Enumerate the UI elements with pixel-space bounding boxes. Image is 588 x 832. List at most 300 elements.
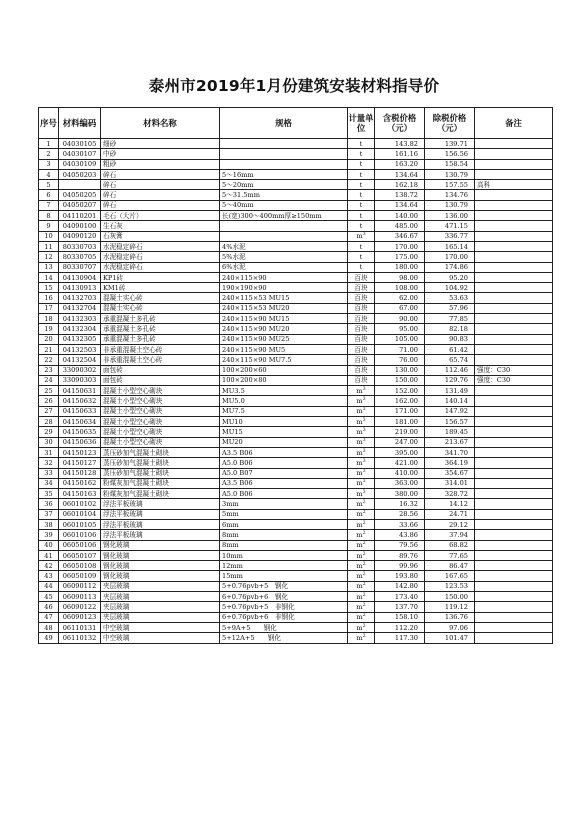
- cell-code: 80330707: [59, 262, 101, 272]
- table-row: [39, 190, 553, 200]
- cell-taxed-price: 130.00: [375, 365, 425, 375]
- cell-seq: 25: [39, 386, 59, 396]
- cell-untaxed-price: 170.00: [425, 252, 475, 262]
- cell-name: 钢化玻璃: [101, 540, 220, 550]
- cell-code: 04132704: [59, 303, 101, 313]
- cell-code: 04050205: [59, 190, 101, 200]
- cell-spec: 6+0.76pvb+6 非钢化: [220, 612, 348, 622]
- header-taxed-price: 含税价格（元）: [375, 108, 425, 139]
- cell-untaxed-price: 129.76: [425, 375, 475, 385]
- cell-name: 碎石: [101, 180, 220, 190]
- cell-note: [475, 478, 553, 488]
- cell-name: 夹层玻璃: [101, 592, 220, 602]
- cell-code: 04150127: [59, 458, 101, 468]
- cell-untaxed-price: 134.76: [425, 190, 475, 200]
- cell-untaxed-price: 65.74: [425, 355, 475, 365]
- cell-seq: 27: [39, 406, 59, 416]
- cell-unit: 百块: [348, 303, 375, 313]
- table-row: [39, 344, 553, 354]
- cell-taxed-price: 16.32: [375, 499, 425, 509]
- cell-note: [475, 159, 553, 169]
- cell-untaxed-price: 95.20: [425, 272, 475, 282]
- cell-taxed-price: 112.20: [375, 622, 425, 632]
- cell-untaxed-price: 336.77: [425, 231, 475, 241]
- cell-name: 水泥稳定碎石: [101, 252, 220, 262]
- cell-note: [475, 581, 553, 591]
- cell-untaxed-price: 57.96: [425, 303, 475, 313]
- cell-seq: 14: [39, 272, 59, 282]
- cell-spec: 190×190×90: [220, 283, 348, 293]
- cell-note: [475, 386, 553, 396]
- cell-name: 夹层玻璃: [101, 612, 220, 622]
- cell-code: 04050203: [59, 169, 101, 179]
- cell-note: 高科: [475, 180, 553, 190]
- cell-note: [475, 262, 553, 272]
- cell-taxed-price: 76.00: [375, 355, 425, 365]
- cell-seq: 6: [39, 190, 59, 200]
- cell-spec: 5～20mm: [220, 180, 348, 190]
- cell-seq: 29: [39, 427, 59, 437]
- cell-name: 承重混凝土多孔砖: [101, 334, 220, 344]
- cell-code: 04132305: [59, 334, 101, 344]
- cell-taxed-price: 62.00: [375, 293, 425, 303]
- cell-name: 承重混凝土多孔砖: [101, 324, 220, 334]
- cell-taxed-price: 152.00: [375, 386, 425, 396]
- header-spec: 规格: [220, 108, 348, 139]
- cell-code: 04150636: [59, 437, 101, 447]
- cell-name: 中砂: [101, 149, 220, 159]
- cell-code: 06090113: [59, 592, 101, 602]
- cell-spec: A3.5 B06: [220, 478, 348, 488]
- cell-code: 04030109: [59, 159, 101, 169]
- cell-name: 粉煤灰加气混凝土砌块: [101, 489, 220, 499]
- cell-spec: 12mm: [220, 561, 348, 571]
- cell-seq: 37: [39, 509, 59, 519]
- cell-spec: 8mm: [220, 540, 348, 550]
- cell-unit: 百块: [348, 365, 375, 375]
- cell-note: [475, 417, 553, 427]
- cell-spec: 5+0.76pvb+5 非钢化: [220, 602, 348, 612]
- cell-name: 中空玻璃: [101, 622, 220, 632]
- cell-name: 水泥稳定碎石: [101, 241, 220, 251]
- table-row: [39, 386, 553, 396]
- cell-note: [475, 324, 553, 334]
- cell-note: [475, 602, 553, 612]
- table-row: [39, 283, 553, 293]
- cell-seq: 15: [39, 283, 59, 293]
- cell-code: 04132703: [59, 293, 101, 303]
- cell-taxed-price: 181.00: [375, 417, 425, 427]
- cell-code: 80330703: [59, 241, 101, 251]
- cell-unit: $m^2$: [348, 561, 375, 571]
- cell-untaxed-price: 131.49: [425, 386, 475, 396]
- cell-taxed-price: 137.70: [375, 602, 425, 612]
- cell-seq: 3: [39, 159, 59, 169]
- cell-unit: $m^3$: [348, 447, 375, 457]
- cell-spec: 240×115×90 MU15: [220, 314, 348, 324]
- cell-unit: $m^3$: [348, 417, 375, 427]
- cell-unit: $m^2$: [348, 592, 375, 602]
- table-row: [39, 221, 553, 231]
- cell-taxed-price: 193.80: [375, 571, 425, 581]
- cell-seq: 18: [39, 314, 59, 324]
- cell-taxed-price: 67.00: [375, 303, 425, 313]
- cell-code: 04090120: [59, 231, 101, 241]
- cell-taxed-price: 170.00: [375, 241, 425, 251]
- cell-taxed-price: 173.40: [375, 592, 425, 602]
- cell-untaxed-price: 68.82: [425, 540, 475, 550]
- cell-taxed-price: 163.20: [375, 159, 425, 169]
- cell-untaxed-price: 364.19: [425, 458, 475, 468]
- table-row: [39, 406, 553, 416]
- cell-code: [59, 180, 101, 190]
- cell-name: 非承重混凝土空心砖: [101, 355, 220, 365]
- table-row: [39, 458, 553, 468]
- cell-unit: $m^3$: [348, 437, 375, 447]
- cell-name: 石灰膏: [101, 231, 220, 241]
- cell-name: 生石灰: [101, 221, 220, 231]
- cell-spec: 240×115×90 MU20: [220, 324, 348, 334]
- cell-name: 细砂: [101, 139, 220, 149]
- cell-taxed-price: 90.00: [375, 314, 425, 324]
- cell-untaxed-price: 150.00: [425, 592, 475, 602]
- cell-taxed-price: 99.96: [375, 561, 425, 571]
- cell-seq: 9: [39, 221, 59, 231]
- cell-unit: $m^3$: [348, 406, 375, 416]
- cell-unit: $m^2$: [348, 622, 375, 632]
- cell-spec: [220, 149, 348, 159]
- cell-unit: $m^2$: [348, 571, 375, 581]
- cell-name: 钢化玻璃: [101, 550, 220, 560]
- cell-seq: 8: [39, 211, 59, 221]
- cell-name: 混凝土实心砖: [101, 293, 220, 303]
- cell-untaxed-price: 37.94: [425, 530, 475, 540]
- cell-taxed-price: 98.00: [375, 272, 425, 282]
- price-table: [38, 107, 553, 644]
- cell-note: [475, 468, 553, 478]
- cell-code: 04132503: [59, 344, 101, 354]
- cell-seq: 13: [39, 262, 59, 272]
- cell-code: 04150123: [59, 447, 101, 457]
- cell-spec: 5+9A+5 钢化: [220, 622, 348, 632]
- cell-code: 06010106: [59, 530, 101, 540]
- cell-spec: MU7.5: [220, 406, 348, 416]
- cell-name: 混凝土小型空心砌块: [101, 417, 220, 427]
- cell-seq: 7: [39, 200, 59, 210]
- cell-name: 面包砖: [101, 365, 220, 375]
- cell-untaxed-price: 86.47: [425, 561, 475, 571]
- table-row: [39, 139, 553, 149]
- cell-code: 04150162: [59, 478, 101, 488]
- cell-note: [475, 231, 553, 241]
- table-row: [39, 365, 553, 375]
- cell-name: 夹层玻璃: [101, 602, 220, 612]
- cell-note: [475, 211, 553, 221]
- cell-unit: 百块: [348, 334, 375, 344]
- cell-unit: $m^3$: [348, 396, 375, 406]
- cell-untaxed-price: 101.47: [425, 633, 475, 643]
- cell-unit: $m^2$: [348, 612, 375, 622]
- cell-seq: 12: [39, 252, 59, 262]
- table-row: [39, 231, 553, 241]
- cell-spec: MU3.5: [220, 386, 348, 396]
- cell-name: 碎石: [101, 200, 220, 210]
- cell-name: 蒸压砂加气混凝土砌块: [101, 447, 220, 457]
- header-seq: 序号: [39, 108, 59, 139]
- cell-taxed-price: 143.82: [375, 139, 425, 149]
- cell-seq: 40: [39, 540, 59, 550]
- cell-code: 06110132: [59, 633, 101, 643]
- cell-unit: $m^2$: [348, 499, 375, 509]
- cell-seq: 34: [39, 478, 59, 488]
- table-row: [39, 169, 553, 179]
- cell-name: 混凝土小型空心砌块: [101, 396, 220, 406]
- cell-untaxed-price: 82.18: [425, 324, 475, 334]
- table-row: [39, 427, 553, 437]
- cell-name: 中空玻璃: [101, 633, 220, 643]
- cell-name: 面包砖: [101, 375, 220, 385]
- cell-taxed-price: 175.00: [375, 252, 425, 262]
- cell-seq: 47: [39, 612, 59, 622]
- cell-spec: 6+0.76pvb+6 钢化: [220, 592, 348, 602]
- cell-code: 06050107: [59, 550, 101, 560]
- cell-seq: 46: [39, 602, 59, 612]
- cell-spec: 5～16mm: [220, 169, 348, 179]
- cell-taxed-price: 485.00: [375, 221, 425, 231]
- cell-name: 粉煤灰加气混凝土砌块: [101, 478, 220, 488]
- cell-seq: 43: [39, 571, 59, 581]
- cell-code: 06090123: [59, 612, 101, 622]
- cell-seq: 23: [39, 365, 59, 375]
- cell-taxed-price: 395.00: [375, 447, 425, 457]
- cell-seq: 39: [39, 530, 59, 540]
- cell-note: [475, 622, 553, 632]
- cell-code: 06090112: [59, 581, 101, 591]
- cell-taxed-price: 134.64: [375, 169, 425, 179]
- table-row: [39, 324, 553, 334]
- header-unit: 计量单位: [348, 108, 375, 139]
- cell-seq: 10: [39, 231, 59, 241]
- table-row: [39, 334, 553, 344]
- cell-taxed-price: 180.00: [375, 262, 425, 272]
- cell-name: 浮法平板玻璃: [101, 519, 220, 529]
- cell-unit: t: [348, 262, 375, 272]
- cell-note: [475, 427, 553, 437]
- cell-seq: 24: [39, 375, 59, 385]
- cell-untaxed-price: 165.14: [425, 241, 475, 251]
- cell-name: 夹层玻璃: [101, 581, 220, 591]
- cell-unit: $m^2$: [348, 530, 375, 540]
- cell-untaxed-price: 167.65: [425, 571, 475, 581]
- cell-code: 04150631: [59, 386, 101, 396]
- cell-taxed-price: 171.00: [375, 406, 425, 416]
- cell-unit: $m^2$: [348, 581, 375, 591]
- cell-code: 04030105: [59, 139, 101, 149]
- cell-name: 碎石: [101, 169, 220, 179]
- cell-spec: 10mm: [220, 550, 348, 560]
- cell-untaxed-price: 314.01: [425, 478, 475, 488]
- cell-seq: 11: [39, 241, 59, 251]
- cell-unit: $m^3$: [348, 468, 375, 478]
- cell-taxed-price: 79.56: [375, 540, 425, 550]
- cell-spec: A5.0 B07: [220, 468, 348, 478]
- cell-unit: $m^3$: [348, 489, 375, 499]
- cell-spec: 5～31.5mm: [220, 190, 348, 200]
- cell-unit: 百块: [348, 293, 375, 303]
- table-row: [39, 519, 553, 529]
- cell-name: 承重混凝土多孔砖: [101, 314, 220, 324]
- cell-spec: 长(宽)300～400mm厚≥150mm: [220, 211, 348, 221]
- cell-name: 钢化玻璃: [101, 561, 220, 571]
- cell-code: 04132303: [59, 314, 101, 324]
- cell-note: [475, 139, 553, 149]
- cell-unit: $m^3$: [348, 231, 375, 241]
- cell-taxed-price: 33.66: [375, 519, 425, 529]
- cell-code: 04132504: [59, 355, 101, 365]
- table-row: [39, 478, 553, 488]
- cell-note: [475, 499, 553, 509]
- cell-unit: 百块: [348, 314, 375, 324]
- cell-spec: 240×115×90 MU25: [220, 334, 348, 344]
- cell-code: 06090122: [59, 602, 101, 612]
- table-row: [39, 509, 553, 519]
- cell-unit: $m^3$: [348, 478, 375, 488]
- table-row: [39, 314, 553, 324]
- table-row: [39, 561, 553, 571]
- cell-name: 混凝土实心砖: [101, 303, 220, 313]
- table-row: [39, 499, 553, 509]
- table-row: [39, 437, 553, 447]
- table-row: [39, 200, 553, 210]
- cell-untaxed-price: 14.12: [425, 499, 475, 509]
- cell-unit: t: [348, 139, 375, 149]
- cell-note: [475, 612, 553, 622]
- cell-untaxed-price: 328.72: [425, 489, 475, 499]
- cell-code: 06110131: [59, 622, 101, 632]
- cell-name: 浮法平板玻璃: [101, 499, 220, 509]
- cell-spec: [220, 139, 348, 149]
- cell-seq: 21: [39, 344, 59, 354]
- cell-seq: 19: [39, 324, 59, 334]
- cell-untaxed-price: 471.15: [425, 221, 475, 231]
- cell-note: [475, 241, 553, 251]
- cell-untaxed-price: 29.12: [425, 519, 475, 529]
- cell-note: [475, 334, 553, 344]
- cell-code: 06010102: [59, 499, 101, 509]
- cell-spec: [220, 231, 348, 241]
- table-row: [39, 149, 553, 159]
- cell-note: [475, 396, 553, 406]
- table-row: [39, 489, 553, 499]
- cell-untaxed-price: 61.42: [425, 344, 475, 354]
- cell-note: [475, 149, 553, 159]
- cell-unit: t: [348, 252, 375, 262]
- cell-taxed-price: 134.64: [375, 200, 425, 210]
- cell-name: 蒸压砂加气混凝土砌块: [101, 468, 220, 478]
- cell-taxed-price: 346.67: [375, 231, 425, 241]
- cell-note: [475, 519, 553, 529]
- cell-untaxed-price: 158.54: [425, 159, 475, 169]
- cell-seq: 31: [39, 447, 59, 457]
- cell-spec: MU20: [220, 437, 348, 447]
- cell-spec: 8mm: [220, 530, 348, 540]
- cell-taxed-price: 43.86: [375, 530, 425, 540]
- cell-spec: 240×115×90: [220, 272, 348, 282]
- cell-spec: 5mm: [220, 509, 348, 519]
- cell-untaxed-price: 112.46: [425, 365, 475, 375]
- cell-taxed-price: 138.72: [375, 190, 425, 200]
- cell-note: [475, 252, 553, 262]
- cell-note: [475, 314, 553, 324]
- cell-taxed-price: 161.16: [375, 149, 425, 159]
- cell-seq: 17: [39, 303, 59, 313]
- cell-spec: 5+0.76pvb+5 钢化: [220, 581, 348, 591]
- cell-taxed-price: 89.76: [375, 550, 425, 560]
- cell-untaxed-price: 213.67: [425, 437, 475, 447]
- cell-unit: $m^2$: [348, 602, 375, 612]
- cell-note: [475, 293, 553, 303]
- table-row: [39, 396, 553, 406]
- cell-code: 04150632: [59, 396, 101, 406]
- cell-code: 04130904: [59, 272, 101, 282]
- cell-untaxed-price: 130.79: [425, 200, 475, 210]
- header-name: 材料名称: [101, 108, 220, 139]
- cell-note: [475, 489, 553, 499]
- cell-code: 04150128: [59, 468, 101, 478]
- cell-untaxed-price: 136.76: [425, 612, 475, 622]
- cell-name: 混凝土小型空心砌块: [101, 427, 220, 437]
- cell-unit: $m^2$: [348, 509, 375, 519]
- table-row: [39, 293, 553, 303]
- cell-untaxed-price: 156.56: [425, 149, 475, 159]
- cell-taxed-price: 363.00: [375, 478, 425, 488]
- table-row: [39, 581, 553, 591]
- cell-untaxed-price: 53.63: [425, 293, 475, 303]
- cell-untaxed-price: 156.57: [425, 417, 475, 427]
- cell-seq: 4: [39, 169, 59, 179]
- cell-unit: $m^2$: [348, 519, 375, 529]
- cell-spec: [220, 159, 348, 169]
- cell-code: 04150635: [59, 427, 101, 437]
- table-row: [39, 262, 553, 272]
- table-row: [39, 571, 553, 581]
- cell-taxed-price: 380.00: [375, 489, 425, 499]
- cell-unit: t: [348, 190, 375, 200]
- cell-name: 钢化玻璃: [101, 571, 220, 581]
- cell-note: [475, 550, 553, 560]
- cell-spec: 100×200×60: [220, 365, 348, 375]
- cell-unit: $m^2$: [348, 550, 375, 560]
- table-row: [39, 303, 553, 313]
- cell-spec: A3.5 B06: [220, 447, 348, 457]
- cell-taxed-price: 247.00: [375, 437, 425, 447]
- cell-code: 04030107: [59, 149, 101, 159]
- cell-note: [475, 561, 553, 571]
- cell-note: 强度：C30: [475, 365, 553, 375]
- cell-code: 33090302: [59, 365, 101, 375]
- cell-seq: 49: [39, 633, 59, 643]
- cell-note: [475, 355, 553, 365]
- cell-note: [475, 633, 553, 643]
- cell-seq: 35: [39, 489, 59, 499]
- cell-unit: t: [348, 169, 375, 179]
- cell-code: 04130913: [59, 283, 101, 293]
- cell-untaxed-price: 174.86: [425, 262, 475, 272]
- cell-name: 浮法平板玻璃: [101, 530, 220, 540]
- cell-untaxed-price: 90.83: [425, 334, 475, 344]
- cell-taxed-price: 142.80: [375, 581, 425, 591]
- cell-seq: 41: [39, 550, 59, 560]
